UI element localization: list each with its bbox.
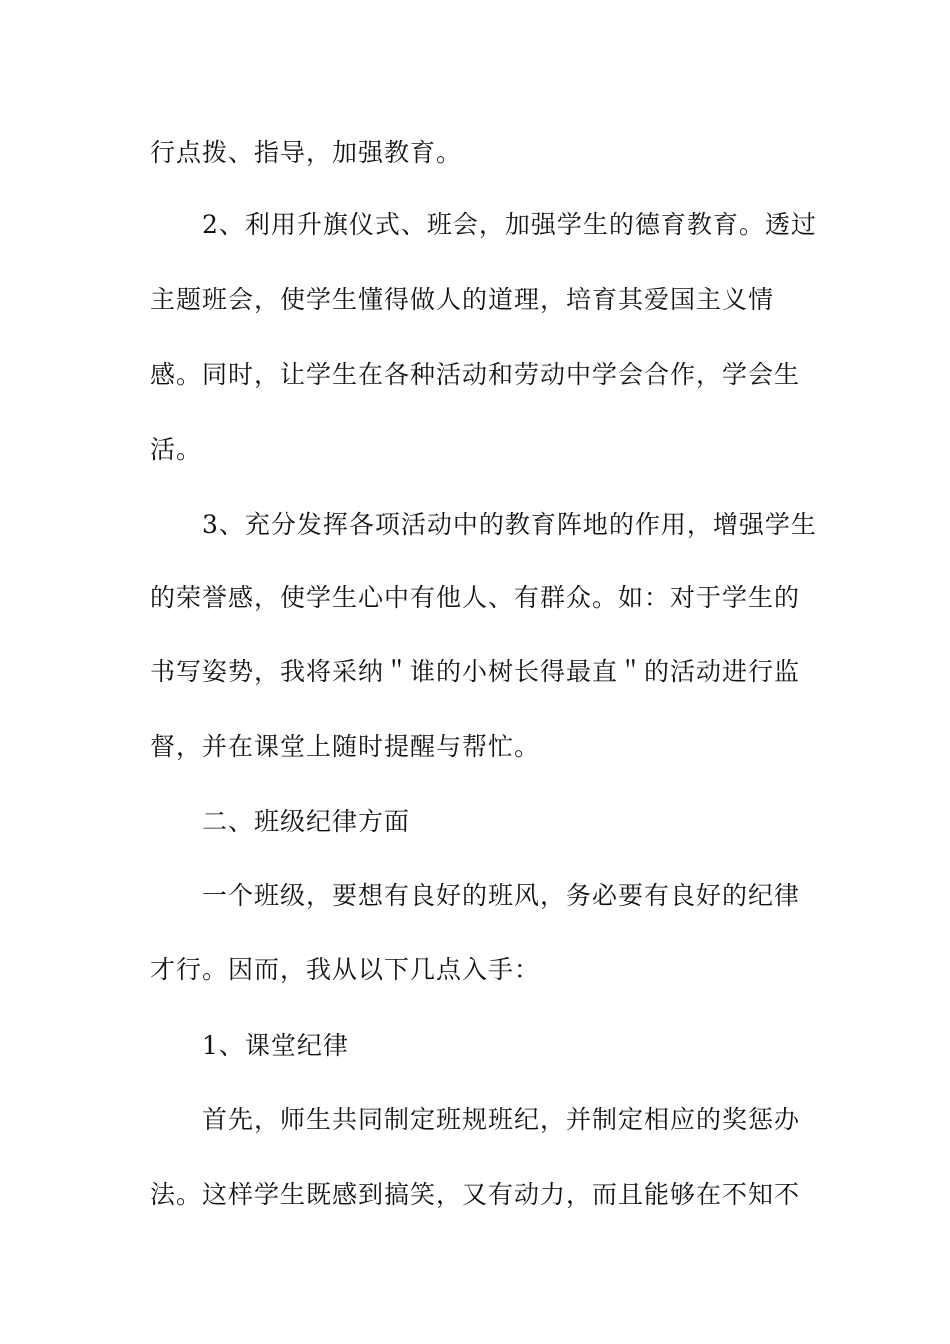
text-line: 首先，师生共同制定班规班纪，并制定相应的奖惩办 — [202, 1105, 801, 1134]
text-line: 行点拨、指导，加强教育。 — [150, 138, 463, 167]
text-line: 书写姿势，我将采纳＂谁的小树长得最直＂的活动进行监 — [150, 657, 801, 686]
text-line: 一个班级，要想有良好的班风，务必要有良好的纪律 — [202, 881, 801, 910]
text-line: 感。同时，让学生在各种活动和劳动中学会合作，学会生 — [150, 360, 801, 389]
text-line: 2、利用升旗仪式、班会，加强学生的德育教育。透过 — [202, 210, 817, 239]
subsection-heading: 1、课堂纪律 — [202, 1031, 349, 1060]
text-line: 法。这样学生既感到搞笑，又有动力，而且能够在不知不 — [150, 1180, 801, 1209]
text-line: 活。 — [150, 435, 203, 464]
text-line: 督，并在课堂上随时提醒与帮忙。 — [150, 732, 541, 761]
text-line: 的荣誉感，使学生心中有他人、有群众。如：对于学生的 — [150, 583, 801, 612]
text-line: 3、充分发挥各项活动中的教育阵地的作用，增强学生 — [202, 510, 817, 539]
text-line: 才行。因而，我从以下几点入手： — [150, 955, 541, 984]
section-heading: 二、班级纪律方面 — [202, 807, 411, 836]
text-line: 主题班会，使学生懂得做人的道理，培育其爱国主义情 — [150, 285, 775, 314]
